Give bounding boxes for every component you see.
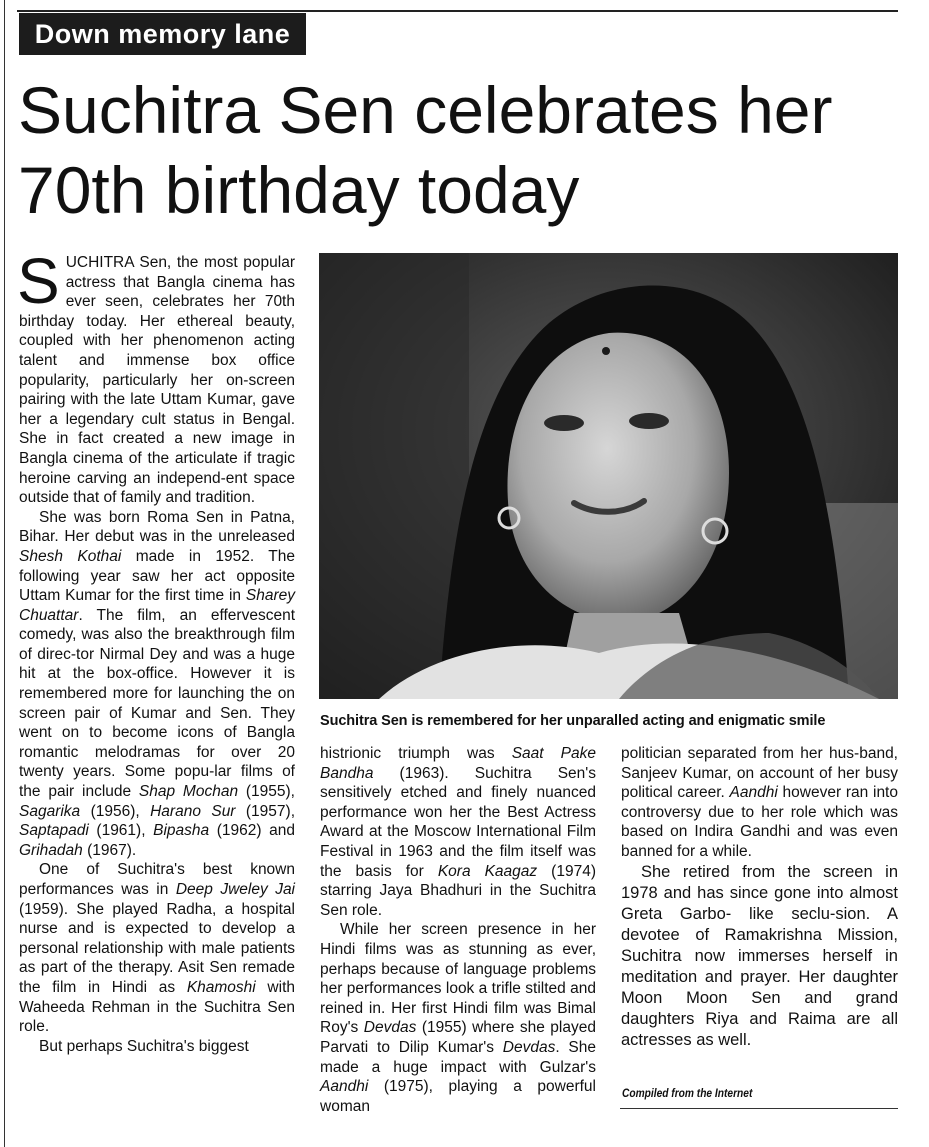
text-run: with Waheeda Rehman in the Suchitra Sen role. [19,978,295,1036]
film-title: Sharey Chuattar [19,587,295,624]
film-title: Aandhi [729,784,778,802]
article-column-1 [17,245,296,1056]
text-run: (1974) starring Jaya Bhadhuri in the Suchitra Sen role. [320,862,596,919]
article-column-2 [320,744,596,1116]
bottom-rule [620,1108,898,1109]
text-run: She was born Roma Sen in Patna, Bihar. Her debut was in the unreleased [19,508,295,546]
text-run: (1957), [235,802,295,820]
paragraph-biggest-triumph-start [19,1037,295,1057]
text-run: While her screen presence in her Hindi films was as stunning as ever, perhaps because of language problems her performances look a trifle stilted and reined in. Her first Hindi film was Bimal Roy's [320,921,596,1037]
film-title: Sagarika [19,802,81,820]
film-title: Shap Mochan [138,783,239,801]
headline: Suchitra Sen celebrates her 70th birthday today [18,73,833,227]
text-run: (1955) where she played Parvati to Dilip Kumar's [320,1019,596,1056]
drop-cap: S [17,245,60,317]
credit-line: Compiled from the Internet [622,1086,753,1100]
portrait-photo [319,253,898,699]
text-run: One of Suchitra's best known performances was in [19,861,295,898]
article-column-3 [621,744,898,1051]
film-title: Harano Sur [150,802,236,820]
text-run: (1975), playing a powerful woman [320,1078,596,1115]
paragraph-early-career [19,508,295,861]
film-title: Bipasha [153,822,210,840]
text-run: UCHITRA Sen, the most popular actress that Bangla cinema has ever seen, celebrates her 70th birthday today. Her ethereal beauty, coupled with her phenomenon acting talent and immense box office popularity, particularly her on-screen pairing with the late Uttam Kumar, gave her a legendary cult status in Bengal. She in fact created a new image in Bangla cinema of the articulate if tragic heroine carving an independ-ent space outside that of family and tradition. [19,254,295,507]
text-run: (1963). Suchitra Sen's sensitively etched and finely nuanced performance won her the Best Actress Award at the Moscow International Film Festival in 1963 and the film itself was the basis for [320,764,596,880]
text-run: histrionic triumph was [320,745,512,762]
film-title: Kora Kaagaz [437,862,538,880]
film-title: Aandhi [320,1078,369,1096]
text-run: politician separated from her hus-band, Sanjeev Kumar, on account of her busy political career. [621,745,898,802]
section-kicker: Down memory lane [19,13,306,55]
film-title: Shesh Kothai [19,547,122,565]
film-title: Devdas [363,1019,417,1037]
text-run: . The film, an effervescent comedy, was also the breakthrough film of direc-tor Nirmal Dey and was a huge hit at the box-office. However it is remembered more for launching the on screen pair of Kumar and Sen. They went on to become icons of Bangla romantic melodramas for over 20 twenty years. Some popu-lar films of the pair include [19,606,295,801]
text-run: She retired from the screen in 1978 and has since gone into almost Greta Garbo- like seclu-sion. A devotee of Ramakrishna Mission, Suchitra now immerses herself in meditation and prayer. Her daughter Moon Moon Sen and grand daughters Riya and Raima are all actresses as well. [621,862,898,1049]
text-run: (1961), [88,822,154,840]
text-run: . She made a huge impact with Gulzar's [320,1038,596,1076]
text-run: (1959). She played Radha, a hospital nurse and is expected to develop a personal relationship with male patients as part of the therapy. Asit Sen remade the film in Hindi as [19,900,295,996]
text-run: (1967). [82,841,137,859]
paragraph-aandhi [621,744,898,862]
text-run: however ran into controversy due to her role which was based on Indira Gandhi and was even banned for a while. [621,784,898,860]
paragraph-hindi-films [320,920,596,1116]
text-run: made in 1952. The following year saw her act opposite Uttam Kumar for the first time in [19,547,295,605]
film-title: Devdas [502,1038,556,1056]
film-title: Saptapadi [19,822,89,840]
paragraph-intro [17,245,295,508]
text-run: But perhaps Suchitra's biggest [39,1037,249,1055]
photo-caption: Suchitra Sen is remembered for her unparalled acting and enigmatic smile [320,713,826,729]
paragraph-deep-jweley-jai [19,860,295,1036]
film-title: Khamoshi [186,978,256,996]
paragraph-biggest-triumph [320,744,596,920]
film-title: Saat Pake Bandha [320,745,596,782]
paragraph-retirement [621,862,898,1051]
top-rule [17,10,898,12]
text-run: (1955), [238,783,295,801]
film-title: Grihadah [19,841,83,859]
film-title: Deep Jweley Jai [175,881,296,898]
left-column-rule [4,0,5,1147]
text-run: (1956), [80,802,151,820]
text-run: (1962) and [209,822,295,840]
